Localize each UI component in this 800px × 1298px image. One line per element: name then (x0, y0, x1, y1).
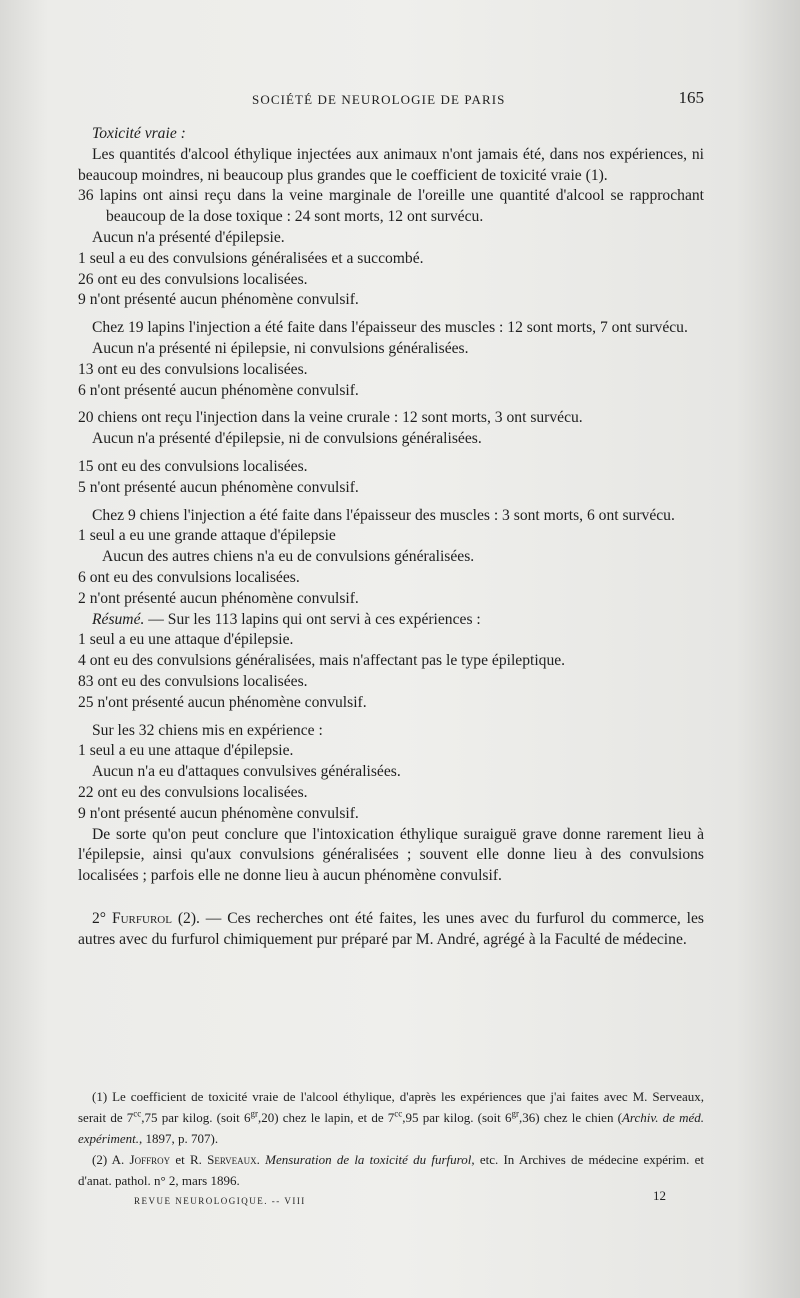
footnotes (78, 1086, 704, 1191)
paragraph: 1 seul a eu une grande attaque d'épilepsie (78, 527, 336, 545)
furfurol-text: (2). — Ces recherches ont été faites, les unes avec du furfurol du commerce, les autres avec du furfurol chimiquement pur préparé par M. André, agrégé à la Faculté de médecine. (78, 909, 704, 948)
section-subtitle: Toxicité vraie : (92, 125, 186, 142)
paragraph: 25 n'ont présenté aucun phénomène convulsif. (78, 693, 367, 711)
paragraph: 6 ont eu des convulsions localisées. (78, 568, 300, 586)
paragraph: 26 ont eu des convulsions localisées. (78, 270, 308, 288)
furfurol-number: 2° (92, 909, 107, 927)
paragraph: Aucun n'a présenté d'épilepsie. (92, 228, 285, 246)
printer-signature: REVUE NEUROLOGIQUE. -- VIII (134, 1196, 306, 1206)
paragraph: Aucun n'a eu d'attaques convulsives généralisées. (92, 763, 401, 781)
furfurol-paragraph (78, 909, 704, 951)
resume-text: — Sur les 113 lapins qui ont servi à ces expériences : (144, 610, 481, 628)
paragraph: Sur les 32 chiens mis en expérience : (92, 721, 323, 739)
paragraph: 15 ont eu des convulsions localisées. (78, 457, 308, 475)
paragraph: Chez 9 chiens l'injection a été faite dans l'épaisseur des muscles : 3 sont morts, 6 ont survécu. (92, 506, 675, 524)
paragraph: 9 n'ont présenté aucun phénomène convulsif. (78, 291, 359, 309)
paragraph: 36 lapins ont ainsi reçu dans la veine marginale de l'oreille une quantité d'alcool se rapprochant beaucoup de la dose toxique : 24 sont morts, 12 ont survécu. (78, 187, 704, 226)
paragraph: 1 seul a eu des convulsions généralisées et a succombé. (78, 249, 424, 267)
page-number: 165 (678, 88, 704, 107)
paragraph: 1 seul a eu une attaque d'épilepsie. (78, 631, 294, 649)
page-header (78, 88, 704, 114)
paragraph: 13 ont eu des convulsions localisées. (78, 360, 308, 378)
paragraph: 5 n'ont présenté aucun phénomène convulsif. (78, 478, 359, 496)
author-name: Serveaux (207, 1152, 257, 1167)
body-text (78, 124, 704, 950)
paragraph: 9 n'ont présenté aucun phénomène convulsif. (78, 804, 359, 822)
resume-paragraph (78, 610, 704, 631)
paragraph: 20 chiens ont reçu l'injection dans la veine crurale : 12 sont morts, 3 ont survécu. (78, 409, 583, 427)
journal-title: Archiv. de méd. expériment. (78, 1110, 704, 1146)
paragraph: Aucun n'a présenté d'épilepsie, ni de convulsions généralisées. (92, 430, 482, 448)
paragraph: Les quantités d'alcool éthylique injectées aux animaux n'ont jamais été, dans nos expériences, ni beaucoup moindres, ni beaucoup plus grandes que le coefficient de toxicité vraie (1). (78, 145, 704, 184)
author-name: Joffroy (129, 1152, 171, 1167)
resume-label: Résumé. (92, 610, 145, 628)
paragraph: 6 n'ont présenté aucun phénomène convulsif. (78, 381, 359, 399)
paragraph: 2 n'ont présenté aucun phénomène convulsif. (78, 589, 359, 607)
running-head: SOCIÉTÉ DE NEUROLOGIE DE PARIS (252, 92, 506, 107)
page-footer (78, 1188, 704, 1208)
article-title: Mensuration de la toxicité du furfurol (265, 1152, 472, 1167)
paragraph: 4 ont eu des convulsions généralisées, mais n'affectant pas le type épileptique. (78, 652, 566, 670)
paragraph: 83 ont eu des convulsions localisées. (78, 672, 308, 690)
paragraph: Chez 19 lapins l'injection a été faite dans l'épaisseur des muscles : 12 sont morts, 7 ont survécu. (92, 319, 688, 337)
sheet-number: 12 (653, 1188, 666, 1203)
paragraph: De sorte qu'on peut conclure que l'intoxication éthylique suraiguë grave donne rarement lieu à l'épilepsie, ainsi qu'aux convulsions généralisées ; souvent elle donne lieu à des convulsions localisées ; parfois elle ne donne lieu à aucun phénomène convulsif. (78, 825, 704, 885)
footnote-2: (2) A. Joffroy et R. Serveaux. Mensuration de la toxicité du furfurol, etc. In Archives de médecine expérim. et d'anat. pathol. n° 2, mars 1896. (78, 1152, 704, 1188)
paragraph: Aucun n'a présenté ni épilepsie, ni convulsions généralisées. (92, 339, 469, 357)
furfurol-heading: Furfurol (111, 909, 172, 927)
footnote-1: (1) Le coefficient de toxicité vraie de l'alcool éthylique, d'après les expériences que j'ai faites avec M. Serveaux, serait de $7^{cc},75$ par kilog. (soit $6^{gr},20$) chez le lapin, et de $7^{cc},95$ par kilog. (soit $6^{gr},36$) chez le chien (Archiv. de méd. expériment., 1897, p. 707). (78, 1089, 704, 1146)
paragraph: 22 ont eu des convulsions localisées. (78, 783, 308, 801)
paragraph: 1 seul a eu une attaque d'épilepsie. (78, 742, 294, 760)
paragraph: Aucun des autres chiens n'a eu de convulsions généralisées. (102, 548, 475, 566)
